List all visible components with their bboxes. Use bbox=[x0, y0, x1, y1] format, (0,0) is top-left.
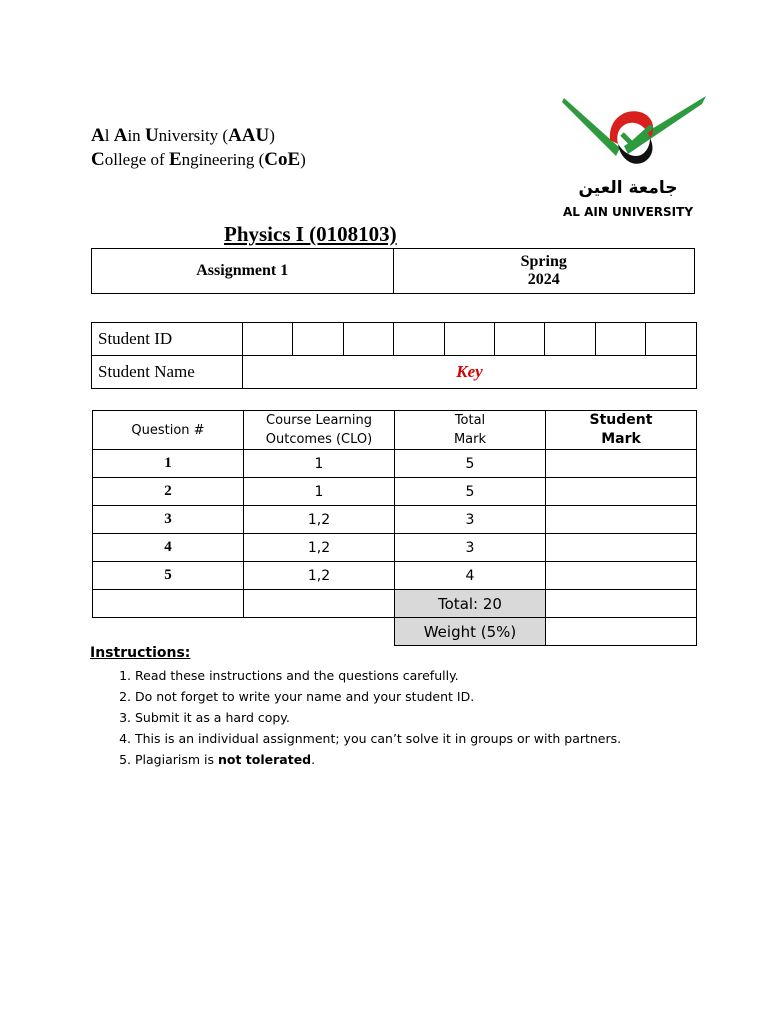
logo-english-text: AL AIN UNIVERSITY bbox=[562, 205, 694, 219]
institution-header bbox=[91, 124, 306, 172]
clo-header bbox=[244, 411, 395, 450]
college-name: College of Engineering (CoE) bbox=[91, 149, 306, 170]
plagiarism-end: . bbox=[311, 752, 316, 767]
student-mark-cell[interactable] bbox=[546, 506, 697, 534]
plagiarism-emphasis: not tolerated bbox=[217, 752, 312, 767]
student-id-digit-2[interactable] bbox=[293, 323, 343, 356]
table-row bbox=[93, 478, 697, 506]
total-mark-value: 4 bbox=[395, 562, 546, 590]
instructions-list bbox=[90, 665, 621, 770]
student-id-digit-7[interactable] bbox=[545, 323, 595, 356]
clo-value: 1,2 bbox=[244, 562, 395, 590]
student-id-digit-4[interactable] bbox=[394, 323, 444, 356]
logo-emblem-icon bbox=[558, 92, 708, 182]
student-info-box bbox=[91, 322, 697, 389]
clo-header-line2: Outcomes (CLO) bbox=[265, 432, 373, 447]
empty-cell bbox=[244, 590, 395, 618]
student-name-value[interactable]: Key bbox=[243, 356, 697, 389]
list-item: 1. Read these instructions and the questions carefully. bbox=[135, 665, 621, 686]
list-item: 3. Submit it as a hard copy. bbox=[135, 707, 621, 728]
list-item: 2. Do not forget to write your name and your student ID. bbox=[135, 686, 621, 707]
instructions-section bbox=[90, 645, 621, 770]
student-weight-cell[interactable] bbox=[546, 618, 697, 646]
blank-cell bbox=[244, 618, 395, 646]
total-row bbox=[93, 590, 697, 618]
total-mark-value: 3 bbox=[395, 506, 546, 534]
student-mark-header bbox=[546, 411, 697, 450]
table-row bbox=[93, 562, 697, 590]
clo-value: 1 bbox=[244, 478, 395, 506]
total-header-line1: Total bbox=[454, 413, 486, 428]
student-mark-cell[interactable] bbox=[546, 562, 697, 590]
empty-cell bbox=[93, 590, 244, 618]
marks-table bbox=[92, 410, 697, 646]
university-logo bbox=[558, 92, 708, 224]
university-name: Al Ain University (AAU) bbox=[91, 125, 275, 146]
total-mark-value: 5 bbox=[395, 450, 546, 478]
student-id-digit-6[interactable] bbox=[495, 323, 545, 356]
assignment-box bbox=[91, 248, 695, 294]
table-row bbox=[93, 534, 697, 562]
instructions-title: Instructions: bbox=[90, 645, 191, 661]
student-header-line2: Mark bbox=[601, 431, 641, 447]
student-mark-cell[interactable] bbox=[546, 450, 697, 478]
student-id-digit-8[interactable] bbox=[595, 323, 645, 356]
total-label: Total: 20 bbox=[395, 590, 546, 618]
student-header-line1: Student bbox=[589, 412, 653, 428]
student-id-digit-5[interactable] bbox=[444, 323, 494, 356]
term-year: 2024 bbox=[527, 271, 560, 288]
student-total-cell[interactable] bbox=[546, 590, 697, 618]
marks-table-header bbox=[93, 411, 697, 450]
list-item: 4. This is an individual assignment; you can’t solve it in groups or with partners. bbox=[135, 728, 621, 749]
question-number: 2 bbox=[93, 478, 244, 506]
plagiarism-text: Plagiarism is bbox=[135, 752, 218, 767]
clo-header-line1: Course Learning bbox=[266, 413, 372, 428]
list-item bbox=[135, 749, 621, 770]
clo-value: 1 bbox=[244, 450, 395, 478]
student-name-row bbox=[92, 356, 697, 389]
total-header-line2: Mark bbox=[453, 432, 487, 447]
question-number: 3 bbox=[93, 506, 244, 534]
total-mark-value: 3 bbox=[395, 534, 546, 562]
student-name-label: Student Name bbox=[92, 356, 243, 389]
assignment-label: Assignment 1 bbox=[92, 249, 394, 294]
student-id-digit-1[interactable] bbox=[243, 323, 293, 356]
total-mark-value: 5 bbox=[395, 478, 546, 506]
weight-row bbox=[93, 618, 697, 646]
student-id-label: Student ID bbox=[92, 323, 243, 356]
term-season: Spring bbox=[520, 253, 567, 270]
question-number: 4 bbox=[93, 534, 244, 562]
term-cell bbox=[393, 249, 695, 294]
student-id-digit-3[interactable] bbox=[343, 323, 393, 356]
course-title: Physics I (0108103) bbox=[224, 222, 397, 246]
question-number: 1 bbox=[93, 450, 244, 478]
clo-value: 1,2 bbox=[244, 534, 395, 562]
blank-cell bbox=[93, 618, 244, 646]
question-number: 5 bbox=[93, 562, 244, 590]
student-id-row bbox=[92, 323, 697, 356]
student-mark-cell[interactable] bbox=[546, 478, 697, 506]
table-row bbox=[93, 506, 697, 534]
question-header: Question # bbox=[93, 411, 244, 450]
logo-arabic-text: جامعة العين bbox=[578, 178, 678, 198]
total-mark-header bbox=[395, 411, 546, 450]
student-id-digit-9[interactable] bbox=[646, 323, 697, 356]
clo-value: 1,2 bbox=[244, 506, 395, 534]
student-mark-cell[interactable] bbox=[546, 534, 697, 562]
weight-label: Weight (5%) bbox=[395, 618, 546, 646]
table-row bbox=[93, 450, 697, 478]
